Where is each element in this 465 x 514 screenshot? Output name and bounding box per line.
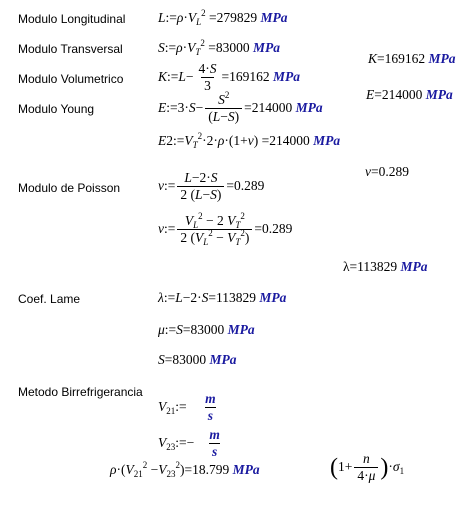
label-volumetrico: Modulo Volumetrico <box>18 72 124 86</box>
eq-sigma: (1+ $\frac{n}{4\cdot\mu}$ )$\cdot\sigma_1$ <box>330 451 405 484</box>
side-result-nu: ν=0.289 <box>365 164 409 179</box>
value-mu: =83000 <box>182 322 225 337</box>
value-E: =214000 <box>244 99 293 115</box>
unit-mpa: MPa <box>295 99 323 115</box>
side-result-E: E=214000 MPa <box>366 87 453 102</box>
label-transversal: Modulo Transversal <box>18 42 123 56</box>
value-nu-2: =0.289 <box>254 220 293 236</box>
eq-v23: $V_{23}:=-$ $\frac{m}{s}$ <box>158 427 220 460</box>
unit-mpa: MPa <box>259 290 287 305</box>
value-L: =279829 <box>209 10 258 25</box>
value-E2: =214000 <box>261 133 310 148</box>
side-result-lambda: λ=113829 MPa <box>343 259 428 274</box>
label-birrefrigerancia: Metodo Birrefrigerancia <box>18 385 143 399</box>
unit-mpa: MPa <box>273 68 301 84</box>
eq-poisson-2: ν:= $\frac{V_L^2 - 2 V_T^2}{2 (V_L^2 - V_T^2)}$ =0.289 <box>158 211 293 248</box>
unit-mpa: MPa <box>253 40 280 55</box>
value-rho-diff: =18.799 <box>184 462 230 477</box>
eq-lame-lambda: λ:=L−2·S=113829 MPa <box>158 290 287 305</box>
eq-s-result: S=83000 MPa <box>158 352 237 367</box>
value-S-2: =83000 <box>164 352 207 367</box>
unit-mpa: MPa <box>260 10 288 25</box>
eq-poisson-1: ν:= $\frac{L-2\cdot S}{2 (L-S)}$ =0.289 <box>158 170 265 203</box>
eq-young-2: $E2:=V_T^2\cdot 2\cdot\rho\cdot(1+\nu) =214000$ MPa <box>158 131 341 150</box>
side-result-K: K=169162 MPa <box>368 51 456 66</box>
label-poisson: Modulo de Poisson <box>18 181 121 195</box>
eq-volumetrico: K:=L− $\frac{4\cdot S}{3}$ =169162 MPa <box>158 61 301 94</box>
unit-mpa: MPa <box>232 462 260 477</box>
label-longitudinal: Modulo Longitudinal <box>18 12 126 26</box>
eq-rho-diff: $\rho\cdot(V_{21}^2 -V_{23}^2)=18.799$ MPa <box>110 460 260 479</box>
label-young: Modulo Young <box>18 102 95 116</box>
eq-young: E:=3·S− $\frac{S^2}{(L-S)}$ =214000 MPa <box>158 90 323 125</box>
label-lame: Coef. Lame <box>18 292 81 306</box>
unit-mpa: MPa <box>227 322 255 337</box>
unit-mpa: MPa <box>313 133 341 148</box>
eq-longitudinal: $L:=\rho\cdot V_L^2 =279829$ MPa <box>158 8 288 27</box>
value-nu: =0.289 <box>226 177 265 193</box>
eq-v21: $V_{21}:=$ $\frac{m}{s}$ <box>158 391 216 424</box>
eq-lame-mu: μ:=S=83000 MPa <box>158 322 255 337</box>
unit-mpa: MPa <box>209 352 237 367</box>
eq-transversal: $S:=\rho\cdot V_T^2 =83000$ MPa <box>158 38 280 57</box>
value-lambda: =113829 <box>208 290 256 305</box>
value-S: =83000 <box>208 40 250 55</box>
value-K: =169162 <box>221 68 270 84</box>
